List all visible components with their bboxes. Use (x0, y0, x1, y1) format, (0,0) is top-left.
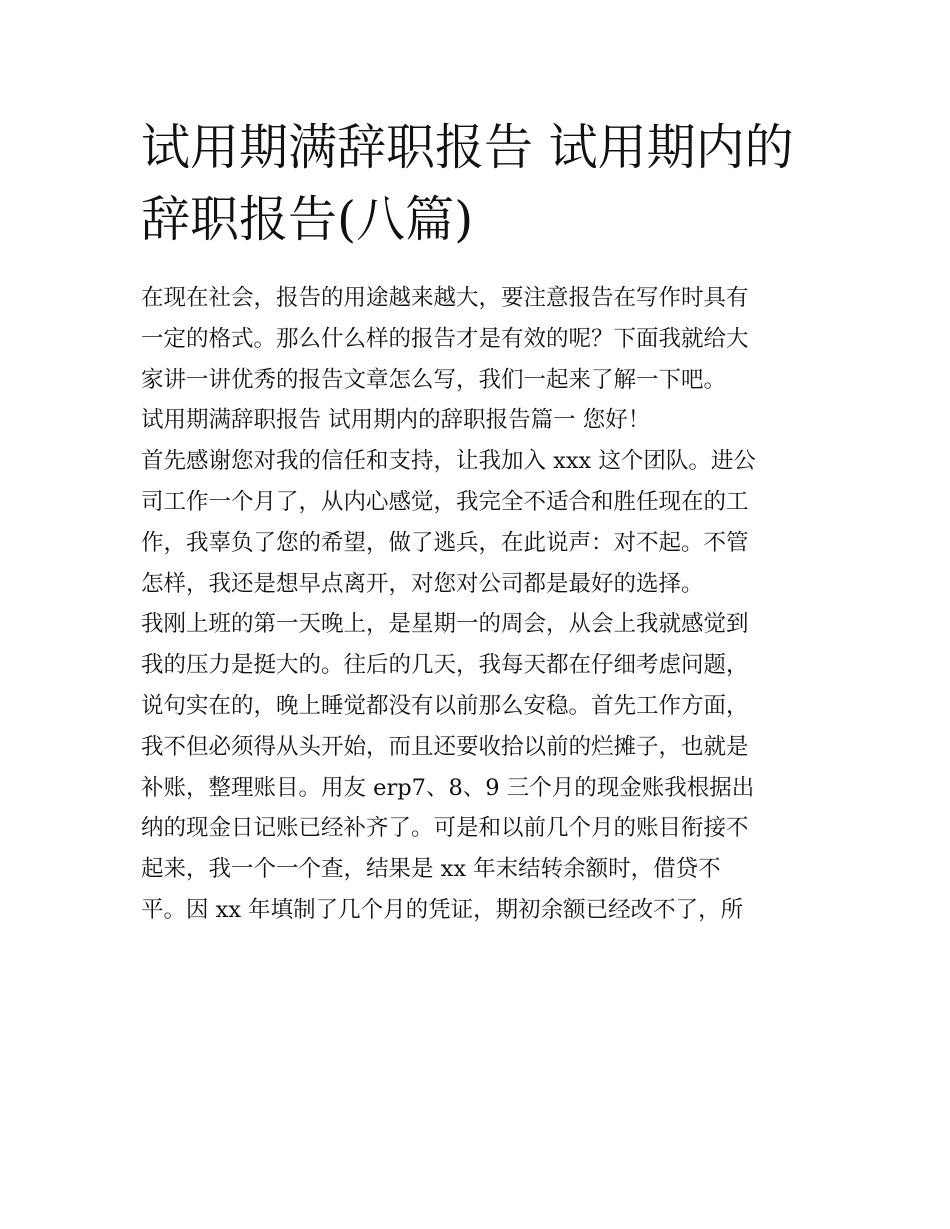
text-line-10: 我的压力是挺大的。往后的几天，我每天都在仔细考虑问题， (141, 652, 749, 679)
title-line-1: 试用期满辞职报告 试用期内的 (141, 119, 794, 176)
text-line-11: 说句实在的，晚上睡觉都没有以前那么安稳。首先工作方面， (141, 692, 749, 719)
text-line-16: 平。因 xx 年填制了几个月的凭证，期初余额已经改不了，所 (141, 896, 744, 923)
text-line-1: 在现在社会，报告的用途越来越大，要注意报告在写作时具有 (141, 285, 749, 311)
text-line-5: 首先感谢您对我的信任和支持，让我加入 xxx 这个团队。进公 (141, 448, 756, 475)
text-line-9: 我刚上班的第一天晚上，是星期一的周会，从会上我就感觉到 (141, 611, 749, 638)
text-line-15: 起来，我一个一个查，结果是 xx 年末结转余额时，借贷不 (141, 856, 721, 883)
section-heading-line: 试用期满辞职报告 试用期内的辞职报告篇一 您好！ (141, 407, 651, 434)
title-line-2: 辞职报告(八篇) (141, 191, 474, 248)
text-line-7: 作，我辜负了您的希望，做了逃兵，在此说声：对不起。不管 (141, 529, 749, 556)
text-line-14: 纳的现金日记账已经补齐了。可是和以前几个月的账目衔接不 (141, 815, 749, 842)
text-line-6: 司工作一个月了，从内心感觉，我完全不适合和胜任现在的工 (141, 488, 749, 515)
text-line-3: 家讲一讲优秀的报告文章怎么写，我们一起来了解一下吧。 (141, 366, 727, 393)
text-line-12: 我不但必须得从头开始，而且还要收拾以前的烂摊子，也就是 (141, 733, 749, 760)
document-page (141, 112, 813, 931)
document-title (141, 112, 813, 256)
text-line-8: 怎样，我还是想早点离开，对您对公司都是最好的选择。 (141, 570, 704, 597)
text-line-13: 补账，整理账目。用友 erp7、8、9 三个月的现金账我根据出 (141, 774, 755, 801)
text-line-2: 一定的格式。那么什么样的报告才是有效的呢？下面我就给大 (141, 325, 749, 352)
document-body (141, 278, 813, 931)
